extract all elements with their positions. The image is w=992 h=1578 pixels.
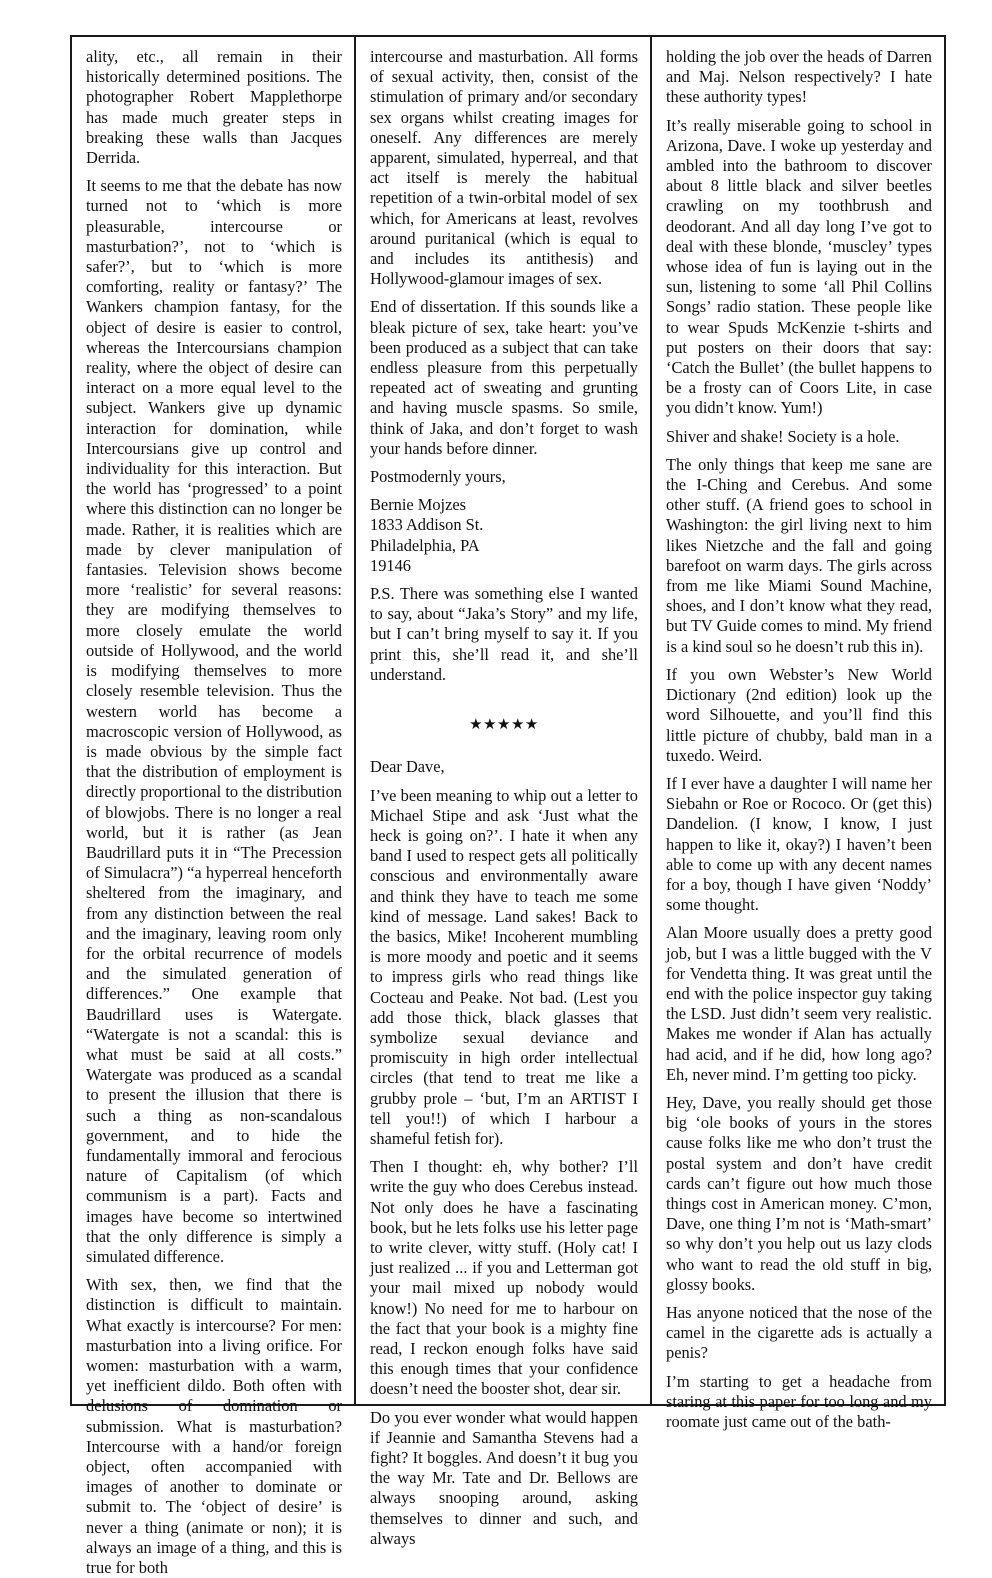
paragraph: Shiver and shake! Society is a hole. [666,426,900,446]
paragraph: End of dissertation. If this sounds like a bleak picture of sex, take heart: you’ve been produced as a subject that can take endless pleasure from this perpetually repeated act of sweating and grunting and having muscle spasms. So smile, think of Jaka, and don’t forget to wash your hands before dinner. [370,297,638,458]
column-1 [72,37,356,1578]
salutation: Dear Dave, [370,757,445,777]
signature-city: Philadelphia, PA [370,535,480,555]
paragraph: Has anyone noticed that the nose of the camel in the cigarette ads is actually a penis? [666,1302,932,1363]
paragraph: Then I thought: eh, why bother? I’ll write the guy who does Cerebus instead. Not only does he have a fascinating book, but he lets folks use his letter page to write clever, witty stuff. (Holy cat! I just realized ... if you and Letterman got your mail mixed up nobody would know!) No need for me to harbour on the fact that your book is a mighty fine read, I reckon enough folks have said this enough times that your confidence doesn’t need the booster shot, dear sir. [370,1157,638,1399]
paragraph: ality, etc., all remain in their historically determined positions. The photographer Robert Mapplethorpe has made much greater steps in breaking these walls than Jacques Derrida. [86,47,342,168]
paragraph: With sex, then, we find that the distinction is difficult to maintain. What exactly is intercourse? For men: masturbation into a living orifice. For women: masturbation with a warm, yet inefficient dildo. Both often with delusions of domination or submission. What is masturbation? Intercourse with a hand/or foreign object, often accompanied with images of another to dominate or submit to. The ‘object of desire’ is never a thing (animate or non); it is always an image of a thing, and this is true for both [86,1275,342,1578]
paragraph: Do you ever wonder what would happen if Jeannie and Samantha Stevens had a fight? It boggles. And doesn’t it bug you the way Mr. Tate and Dr. Bellows are always snooping around, asking themselves to dinner and such, and always [370,1407,638,1548]
paragraph: I’m starting to get a headache from staring at this paper for too long and my roomate just came out of the bath- [666,1371,932,1431]
paragraph: It seems to me that the debate has now turned not to ‘which is more pleasurable, intercourse or masturbation?’, not to ‘which is safer?’, but to ‘which is more comforting, reality or fantasy?’ The Wankers champion fantasy, for the object of desire is easier to control, whereas the Intercoursians champion reality, where the object of desire can interact on a more equal level to the subject. Wankers give up dynamic interaction for domination, while Intercoursians give up control and individuality for this interaction. But the world has ‘progressed’ to a point where this distinction can no longer be made. Rather, it is realities which are made by clever manipulation of fantasies. Television shows become more ‘realistic’ for several reasons: they are modifying themselves to more closely emulate the world outside of Hollywood, and the world is modifying themselves to more closely resemble television. Thus the western world has become a macroscopic version of Hollywood, as is made obvious by the simple fact that the distribution of employment is directly proportional to the distribution of blowjobs. There is no longer a real world, but it is rather (as Jean Baudrillard puts it in “The Precession of Simulacra”) “a hyperreal henceforth sheltered from the imaginary, and from any distinction between the real and the imaginary, leaving room only for the orbital recurrence of models and the simulated generation of differences.” One example that Baudrillard uses is Watergate. “Watergate is not a scandal: this is what must be said at all costs.” Watergate was produced as a scandal to present the illusion that there is such a thing as non-scandalous government, and to hide the fundamentally immoral and ferocious nature of Capitalism (of which communism is a part). Facts and images have become so intertwined that the only difference is simply a simulated difference. [86,176,342,1266]
paragraph: I’ve been meaning to whip out a letter to Michael Stipe and ask ‘Just what the heck is going on?’. I hate it when any band I used to respect gets all politically conscious and environmentally aware and think they have to teach me some kind of message. Land sakes! Back to the basics, Mike! Incoherent mumbling is more moody and poetic and it seems to impress girls who read things like Cocteau and Peake. Not bad. (Lest you add those thick, black glasses that symbolize sexual deviance and promiscuity in high order intellectual circles (that tend to treat me like a grubby prole – ‘but, I’m an ARTIST I tell you!!) of which I harbour a shameful fetish for). [370,785,638,1148]
paragraph: Alan Moore usually does a pretty good job, but I was a little bugged with the V for Vendetta thing. It was great until the end with the police inspector guy taking the LSD. Just didn’t seem very realistic. Makes me wonder if Alan has actually had acid, and if he did, how long ago? Eh, never mind. I’m getting too picky. [666,923,932,1084]
paragraph: If you own Webster’s New World Dictionary (2nd edition) look up the word Silhouette, and you’ll find this little picture of chubby, bald man in a tuxedo. Weird. [666,664,932,765]
paragraph: It’s really miserable going to school in Arizona, Dave. I woke up yesterday and ambled into the bathroom to discover about 8 little black and silver beetles crawling on my toothbrush and deodorant. And all day long I’ve got to deal with these blonde, ‘muscley’ types whose idea of fun is laying out in the sun, listening to some ‘all Phil Collins Songs’ radio station. These people like to wear Spuds McKenzie t-shirts and put posters on their doors that say: ‘Catch the Bullet’ (the bullet happens to be a frosty can of Coors Lite, in case you didn’t know. Yum!) [666,115,932,418]
letters-page-frame [70,35,946,1578]
star-separator: ★★★★★ [469,717,539,734]
paragraph: holding the job over the heads of Darren and Maj. Nelson respectively? I hate these authority types! [666,47,932,107]
postscript: P.S. There was something else I wanted to say, about “Jaka’s Story” and my life, but I can’t bring myself to say it. If you print this, she’ll read it, and she’ll understand. [370,584,638,684]
paragraph: If I ever have a daughter I will name her Siebahn or Roe or Rococo. Or (get this) Dandelion. (I know, I know, I just happen to like it, okay?) I haven’t been able to come up with any decent names for a boy, though I have given ‘Noddy’ some thought. [666,773,932,915]
paragraph: Hey, Dave, you really should get those big ‘ole books of yours in the stores cause folks like me who don’t trust the postal system and don’t have credit cards can’t figure out how much those things cost in American money. C’mon, Dave, one thing I’m not is ‘Math-smart’ so why don’t you help out us lazy clods who want to read the old stuff in big, glossy books. [666,1092,932,1294]
signature-zip: 19146 [370,555,411,575]
signature-street: 1833 Addison St. [370,515,484,535]
paragraph: intercourse and masturbation. All forms of sexual activity, then, consist of the stimulation of primary and/or secondary sex organs whilst creating images for oneself. Any differences are merely apparent, simulated, hyperreal, and that act itself is merely the habitual repetition of a twin-orbital model of sex which, for Americans at least, revolves around puritanical (which is equal to and includes its antithesis) and Hollywood-glamour images of sex. [370,47,638,289]
column-2 [356,37,652,1548]
sign-off: Postmodernly yours, [370,467,506,487]
paragraph: The only things that keep me sane are the I-Ching and Cerebus. And some other stuff. (A friend goes to school in Washington: the girl living next to him likes Nietzche and the fall and going barefoot on warm days. The girls across from me like Miami Sound Machine, shoes, and I don’t know what they read, but TV Guide comes to mind. My friend is a kind soul so he doesn’t rub this in). [666,454,932,656]
signature-name: Bernie Mojzes [370,495,467,515]
column-3 [652,37,944,1431]
